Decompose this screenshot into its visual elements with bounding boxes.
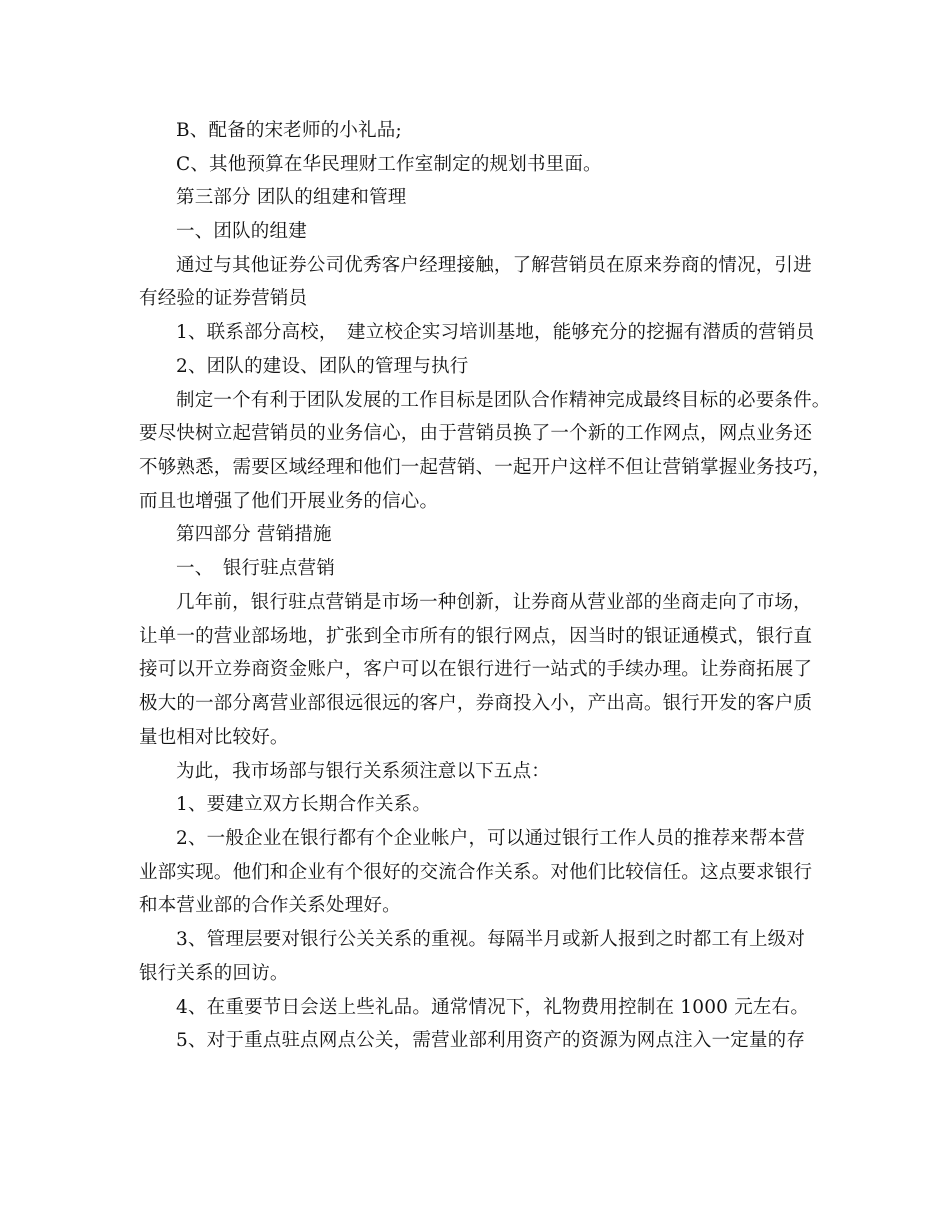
paragraph-line: 制定一个有利于团队发展的工作目标是团队合作精神完成最终目标的必要条件。 [176, 390, 831, 411]
list-item-1: 1、要建立双方长期合作关系。 [176, 794, 432, 815]
paragraph-line: 让单一的营业部场地，扩张到全市所有的银行网点，因当时的银证通模式，银行直 [139, 626, 813, 647]
list-item-b: B、配备的宋老师的小礼品; [176, 120, 402, 141]
paragraph-line: 为此，我市场部与银行关系须注意以下五点： [176, 761, 551, 782]
paragraph-line: 不够熟悉，需要区域经理和他们一起营销、一起开户这样不但让营销掌握业务技巧， [139, 457, 831, 478]
paragraph-line: 银行关系的回访。 [139, 963, 289, 984]
section-heading-part-three: 第三部分 团队的组建和管理 [176, 187, 407, 208]
list-item-c: C、其他预算在华民理财工作室制定的规划书里面。 [176, 154, 602, 175]
list-item-4: 4、在重要节日会送上些礼品。通常情况下，礼物费用控制在 1000 元左右。 [176, 997, 810, 1018]
list-item-2: 2、一般企业在银行都有个企业帐户，可以通过银行工作人员的推荐来帮本营 [176, 828, 806, 849]
paragraph-line: 接可以开立券商资金账户，客户可以在银行进行一站式的手续办理。让券商拓展了 [139, 659, 813, 680]
paragraph-line: 通过与其他证券公司优秀客户经理接触，了解营销员在原来券商的情况，引进 [176, 255, 812, 276]
list-item-5: 5、对于重点驻点网点公关，需营业部利用资产的资源为网点注入一定量的存 [176, 1030, 806, 1051]
subheading-bank-marketing: 一、 银行驻点营销 [176, 558, 336, 579]
list-item-2: 2、团队的建设、团队的管理与执行 [176, 356, 469, 377]
paragraph-line: 几年前，银行驻点营销是市场一种创新，让券商从营业部的坐商走向了市场， [176, 592, 812, 613]
paragraph-line: 量也相对比较好。 [139, 727, 289, 748]
paragraph-line: 要尽快树立起营销员的业务信心，由于营销员换了一个新的工作网点，网点业务还 [139, 423, 813, 444]
paragraph-line: 而且也增强了他们开展业务的信心。 [139, 491, 439, 512]
paragraph-line: 有经验的证券营销员 [139, 288, 308, 309]
subheading-team-building: 一、团队的组建 [176, 221, 307, 242]
paragraph-line: 业部实现。他们和企业有个很好的交流合作关系。对他们比较信任。这点要求银行 [139, 862, 813, 883]
list-item-3: 3、管理层要对银行公关关系的重视。每隔半月或新人报到之时都工有上级对 [176, 929, 806, 950]
list-item-1: 1、联系部分高校， 建立校企实习培训基地，能够充分的挖掘有潜质的营销员 [176, 322, 815, 343]
paragraph-line: 极大的一部分离营业部很远很远的客户，券商投入小，产出高。银行开发的客户质 [139, 693, 813, 714]
section-heading-part-four: 第四部分 营销措施 [176, 524, 332, 545]
paragraph-line: 和本营业部的合作关系处理好。 [139, 895, 401, 916]
